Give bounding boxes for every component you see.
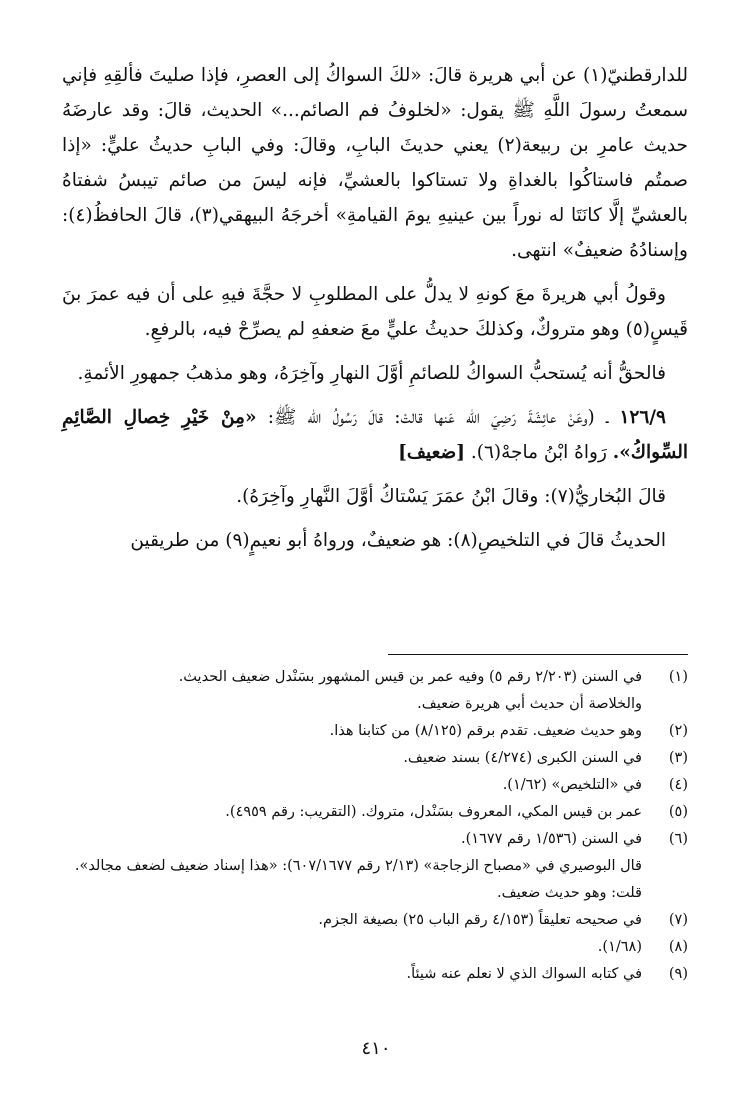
footnote: (١) في السنن (٢/٢٠٣ رقم ٥) وفيه عمر بن قيس المشهور بسَنْدل ضعيف الحديث.: [178, 669, 688, 685]
footnote: (٥) عمر بن قيس المكي، المعروف بسَنْدل، متروك. (التقريب: رقم ٤٩٥٩).: [225, 804, 688, 820]
footnote: والخلاصة أن حديث أبي هريرة ضعيف.: [417, 696, 642, 712]
footnote: (٤) في «التلخيص» (١/٦٢).: [502, 777, 688, 793]
hadith-number: ١٢٦/٩: [619, 407, 666, 428]
footnote: (٦) في السنن (١/٥٣٦ رقم ١٦٧٧).: [461, 831, 688, 847]
footnote: (٢) وهو حديث ضعيف. تقدم برقم (٨/١٢٥) من كتابنا هذا.: [329, 723, 688, 739]
bukhari-note: قالَ البُخاريُّ(٧): وقالَ ابْنُ عمَرَ يَسْتاكُ أوَّلَ النَّهارِ وآخِرَهُ).: [236, 486, 666, 507]
main-text: [62, 58, 688, 567]
hadith-entry: ١٢٦/٩ ـ (وعَنْ عائِشَةَ رَضِيَ الله عَنها قالتْ: قالَ رَسُولُ الله ﷺ: «مِنْ خَيْرِ خِصالِ الصَّائِمِ السِّواكُ». رَواهُ ابْنُ ماجهْ(٦). [ضعيف]: [62, 407, 688, 463]
footnote: (٣) في السنن الكبرى (٤/٢٧٤) بسند ضعيف.: [403, 750, 688, 766]
footnote: (٩) في كتابه السواك الذي لا نعلم عنه شيئاً.: [406, 966, 688, 982]
hadith-source: رَواهُ ابْنُ ماجهْ(٦).: [470, 442, 607, 463]
paragraph-last: الحديثُ قالَ في التلخيصِ(٨): هو ضعيفٌ، ورواهُ أبو نعيمٍ(٩) من طريقين: [130, 530, 666, 551]
footnotes: [62, 664, 688, 988]
hadith-grade: [ضعيف]: [398, 442, 465, 463]
paragraph-1: للدارقطنيّ(١) عن أبي هريرة قالَ: «لكَ السواكُ إلى العصرِ، فإذا صليتَ فألقِهِ فإني سمعتُ رسولَ اللَّهِ ﷺ يقول: «لخلوفُ فم الصائم...» الحديث، قالَ: وقد عارضَهُ حديث عامرِ بن ربيعة(٢) يعني حديثَ البابِ، وقالَ: وفي البابِ حديثُ عليٍّ: «إذا صمتُم فاستاكُوا بالغداةِ ولا تستاكوا بالعشيِّ، فإنه ليسَ من صائم تيبسُ شفتاهُ بالعشيِّ إلَّا كانَتَا له نوراً بين عينيهِ يومَ القيامةِ» أخرجَهُ البيهقي(٣)، قالَ الحافظُ(٤): وإسنادُهُ ضعيفٌ» انتهى.: [62, 65, 688, 261]
hadith-intro: (وعَنْ عائِشَةَ رَضِيَ الله عَنها قالتْ: قالَ رَسُولُ الله ﷺ:: [267, 407, 595, 428]
footnote: قال البوصيري في «مصباح الزجاجة» (٢/١٣ رقم ٦٠٧/١٦٧٧): «هذا إسناد ضعيف لضعف مجالد».: [74, 858, 642, 874]
paragraph-2: وقولُ أبي هريرةَ معَ كونهِ لا يدلُّ على المطلوبِ لا حجَّةَ فيهِ على أن فيه عمرَ بنَ قَيسٍ(٥) وهو متروكٌ، وكذلكَ حديثُ عليٍّ معَ ضعفهِ لم يصرِّحْ فيه، بالرفعِ.: [62, 284, 688, 340]
hadith-text: «مِنْ خَيْرِ خِصالِ الصَّائِمِ السِّواكُ».: [62, 407, 688, 463]
paragraph-3: فالحقُّ أنه يُستحبُّ السواكُ للصائمِ أوَّلَ النهارِ وآخِرَهُ، وهو مذهبُ جمهورِ الأئمةِ.: [77, 363, 666, 384]
footnote: (٧) في صحيحه تعليقاً (٤/١٥٣ رقم الباب ٢٥) بصيغة الجزم.: [318, 912, 688, 928]
page-number: ٤١٠: [361, 1038, 391, 1059]
footnote: قلت: وهو حديث ضعيف.: [497, 885, 642, 901]
footnote: (٨) (١/٦٨).: [597, 939, 688, 955]
footnote-separator: [388, 654, 688, 655]
